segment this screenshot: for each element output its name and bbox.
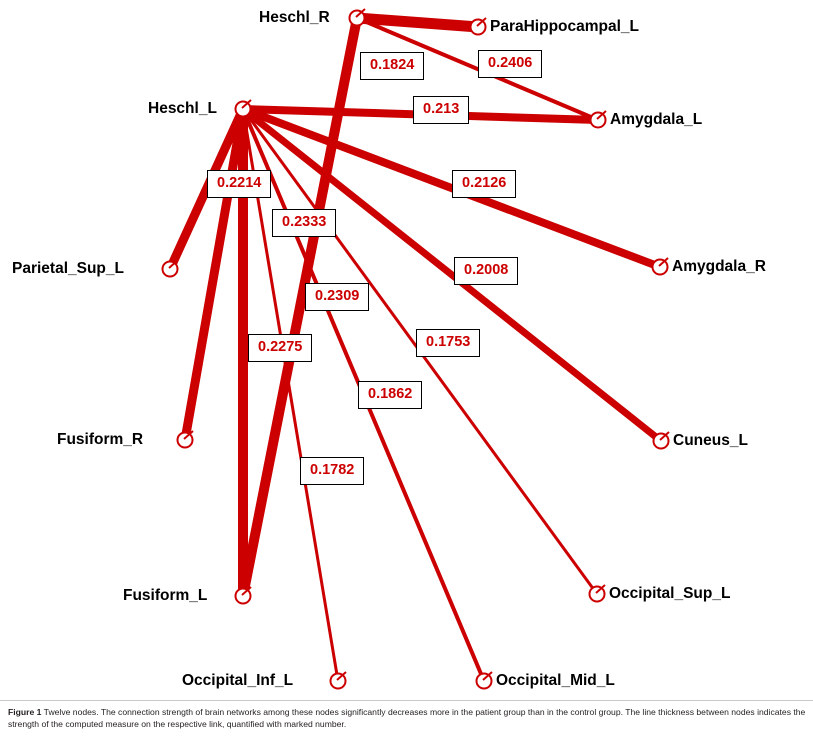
graph-node[interactable]	[236, 100, 252, 117]
edge-weight-label: 0.2406	[478, 50, 542, 78]
figure-caption	[8, 706, 808, 731]
node-label-occipital-mid-l: Occipital_Mid_L	[496, 672, 615, 689]
node-label-amygdala-l: Amygdala_L	[610, 111, 703, 128]
node-label-occipital-sup-l: Occipital_Sup_L	[609, 585, 731, 602]
node-label-amygdala-r: Amygdala_R	[672, 258, 766, 275]
edge-weight-label: 0.1782	[300, 457, 364, 485]
figure-caption-label: Figure 1	[8, 707, 42, 717]
edge-weight-label: 0.2126	[452, 170, 516, 198]
edge-weight-label: 0.1824	[360, 52, 424, 80]
edge-weight-label: 0.2309	[305, 283, 369, 311]
graph-edge	[185, 109, 243, 440]
graph-node[interactable]	[471, 18, 487, 35]
node-label-heschl-r: Heschl_R	[259, 9, 330, 26]
caption-divider	[0, 700, 813, 701]
node-label-heschl-l: Heschl_L	[148, 100, 217, 117]
edge-weight-label: 0.2275	[248, 334, 312, 362]
edge-weight-label: 0.1753	[416, 329, 480, 357]
edge-weight-label: 0.213	[413, 96, 469, 124]
graph-node[interactable]	[163, 260, 179, 277]
edge-weight-label: 0.2333	[272, 209, 336, 237]
graph-node[interactable]	[591, 111, 607, 128]
graph-node[interactable]	[350, 9, 366, 26]
node-label-parahippocampal-l: ParaHippocampal_L	[490, 18, 640, 35]
graph-node[interactable]	[331, 672, 347, 689]
node-label-occipital-inf-l: Occipital_Inf_L	[182, 672, 294, 689]
node-label-cuneus-l: Cuneus_L	[673, 432, 748, 449]
edge-weight-label: 0.2214	[207, 170, 271, 198]
figure-caption-text: Twelve nodes. The connection strength of brain networks among these nodes significantly decreases more in the patient group than in the control group. The line thickness between nodes indicates the strength of the computed measure on the respective link, quantified with marked number.	[8, 707, 806, 730]
node-label-fusiform-r: Fusiform_R	[57, 431, 144, 448]
graph-node[interactable]	[654, 432, 670, 449]
node-label-fusiform-l: Fusiform_L	[123, 587, 208, 604]
graph-node[interactable]	[477, 672, 493, 689]
graph-node[interactable]	[653, 258, 669, 275]
edge-weight-label: 0.1862	[358, 381, 422, 409]
edge-weight-label: 0.2008	[454, 257, 518, 285]
node-label-parietal-sup-l: Parietal_Sup_L	[12, 260, 124, 277]
graph-node[interactable]	[178, 431, 194, 448]
graph-node[interactable]	[590, 585, 606, 602]
graph-node[interactable]	[236, 587, 252, 604]
